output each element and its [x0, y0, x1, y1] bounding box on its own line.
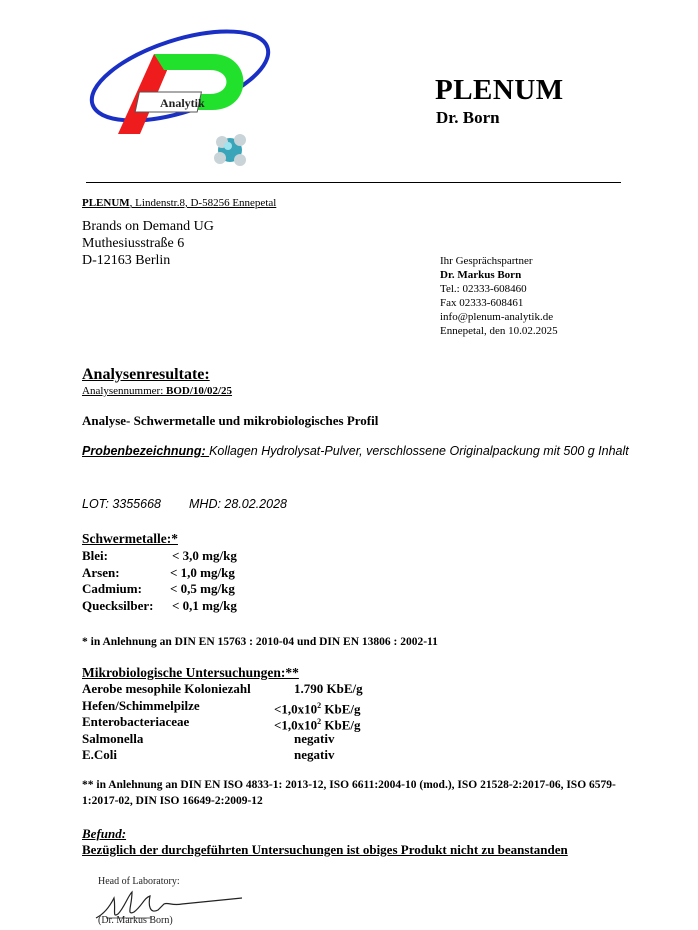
mhd-date: MHD: 28.02.2028: [189, 497, 287, 511]
analysis-title: Analyse- Schwermetalle und mikrobiologisches Profil: [82, 413, 379, 428]
contact-block: [440, 254, 558, 338]
head-of-lab-label: Head of Laboratory:: [98, 876, 180, 887]
results-heading: Analysenresultate:: [82, 366, 210, 383]
recipient-line: Brands on Demand UG: [82, 219, 214, 234]
contact-email: info@plenum-analytik.de: [440, 311, 554, 323]
header-divider: [86, 182, 621, 183]
recipient-line: Muthesiusstraße 6: [82, 236, 185, 251]
place-date: Ennepetal, den 10.02.2025: [440, 325, 558, 337]
table-row: Enterobacteriaceae $<1,0x10^2$ KbE/g: [82, 714, 361, 733]
lot-number: LOT: 3355668: [82, 497, 161, 511]
logo-text: Analytik: [160, 96, 205, 110]
brand-title: PLENUM: [435, 74, 564, 106]
befund-label: Befund:: [82, 826, 127, 841]
molecule-icon: [214, 134, 246, 166]
heavy-metals-section: [82, 531, 382, 614]
micro-heading: Mikrobiologische Untersuchungen:**: [82, 665, 299, 680]
recipient-address: [82, 218, 214, 269]
table-row: Blei: < 3,0 mg/kg: [82, 548, 237, 563]
micro-section: [82, 665, 422, 764]
recipient-line: D-12163 Berlin: [82, 253, 171, 268]
table-row: Aerobe mesophile Koloniezahl 1.790 KbE/g: [82, 681, 363, 696]
heavy-metals-heading: Schwermetalle:*: [82, 531, 178, 546]
table-row: Arsen: < 1,0 mg/kg: [82, 564, 235, 580]
sample-description: Probenbezeichnung: Kollagen Hydrolysat-Pulver, verschlossene Originalpackung mit 500 g Inhalt: [82, 444, 629, 458]
table-row: Cadmium: < 0,5 mg/kg: [82, 581, 235, 596]
lot-line: [82, 497, 287, 511]
contact-tel: Tel.: 02333-608460: [440, 283, 527, 295]
table-row: E.Coli negativ: [82, 747, 335, 762]
analysis-number: Analysennummer: BOD/10/02/25: [82, 385, 233, 397]
micro-note: ** in Anlehnung an DIN EN ISO 4833-1: 2013-12, ISO 6611:2004-10 (mod.), ISO 21528-2:2017-06, ISO 6579-1:2017-02, DIN ISO 16649-2:2009-12: [82, 779, 616, 807]
contact-fax: Fax 02333-608461: [440, 297, 524, 309]
table-row: Salmonella negativ: [82, 730, 335, 746]
table-row: Hefen/Schimmelpilze $<1,0x10^2$ KbE/g: [82, 697, 361, 716]
table-row: Quecksilber: < 0,1 mg/kg: [82, 597, 237, 613]
plenum-analytik-logo: [82, 14, 282, 174]
brand-subtitle: Dr. Born: [436, 108, 500, 127]
contact-heading: Ihr Gesprächspartner: [440, 255, 533, 267]
heavy-metals-note: * in Anlehnung an DIN EN 15763 : 2010-04 und DIN EN 13806 : 2002-11: [82, 636, 438, 648]
contact-person: Dr. Markus Born: [440, 269, 522, 281]
signature-name: (Dr. Markus Born): [98, 915, 173, 926]
befund-text: Bezüglich der durchgeführten Untersuchungen ist obiges Produkt nicht zu beanstanden: [82, 842, 568, 857]
sender-line: PLENUM, Lindenstr.8, D-58256 Ennepetal: [82, 197, 277, 209]
